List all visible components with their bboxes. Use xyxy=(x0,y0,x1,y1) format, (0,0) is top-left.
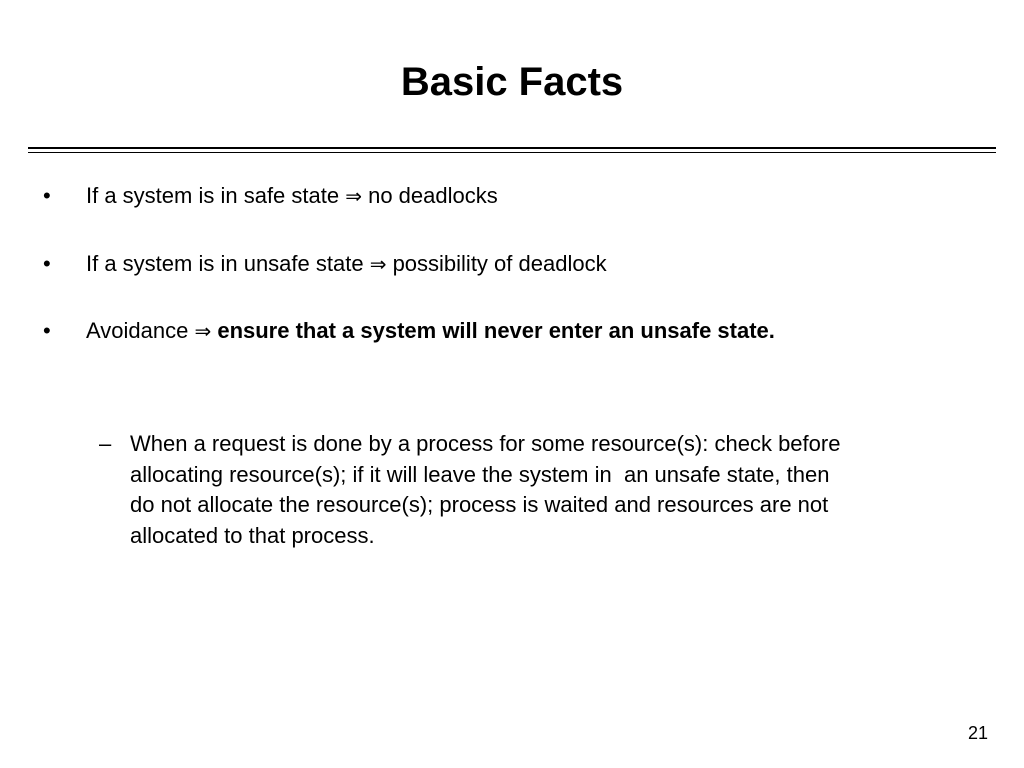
implies-arrow-icon: ⇒ xyxy=(194,319,212,343)
title-divider-top xyxy=(28,147,996,149)
sub-bullet-line: allocating resource(s); if it will leave the system in an unsafe state, then xyxy=(130,461,830,487)
page-number: 21 xyxy=(967,723,988,743)
sub-bullet-line: do not allocate the resource(s); process is waited and resources are not xyxy=(130,492,829,517)
sub-bullet-marker: – xyxy=(99,431,112,456)
bullet-text xyxy=(86,318,775,344)
sub-bullet-text xyxy=(130,429,970,551)
bullet-marker: • xyxy=(43,183,51,208)
slide-title: Basic Facts xyxy=(400,60,624,104)
bullet-text xyxy=(86,183,498,209)
bullet-text xyxy=(86,251,607,277)
bullet-text-before: If a system is in unsafe state xyxy=(86,251,370,276)
bullet-marker: • xyxy=(43,251,51,276)
sub-bullet-line: When a request is done by a process for some resource(s): check before xyxy=(130,431,841,456)
implies-arrow-icon: ⇒ xyxy=(369,252,387,276)
bullet-text-after: possibility of deadlock xyxy=(386,251,607,276)
sub-bullet-line: allocated to that process. xyxy=(130,522,375,548)
implies-arrow-icon: ⇒ xyxy=(345,184,362,208)
bullet-marker: • xyxy=(43,318,51,343)
title-divider-bottom xyxy=(28,152,996,153)
bullet-text-before: Avoidance xyxy=(86,318,195,343)
bullet-text-emphasis: ensure that a system will never enter an unsafe state. xyxy=(211,318,775,343)
bullet-text-after: no deadlocks xyxy=(361,183,498,208)
bullet-text-before: If a system is in safe state xyxy=(86,183,346,208)
